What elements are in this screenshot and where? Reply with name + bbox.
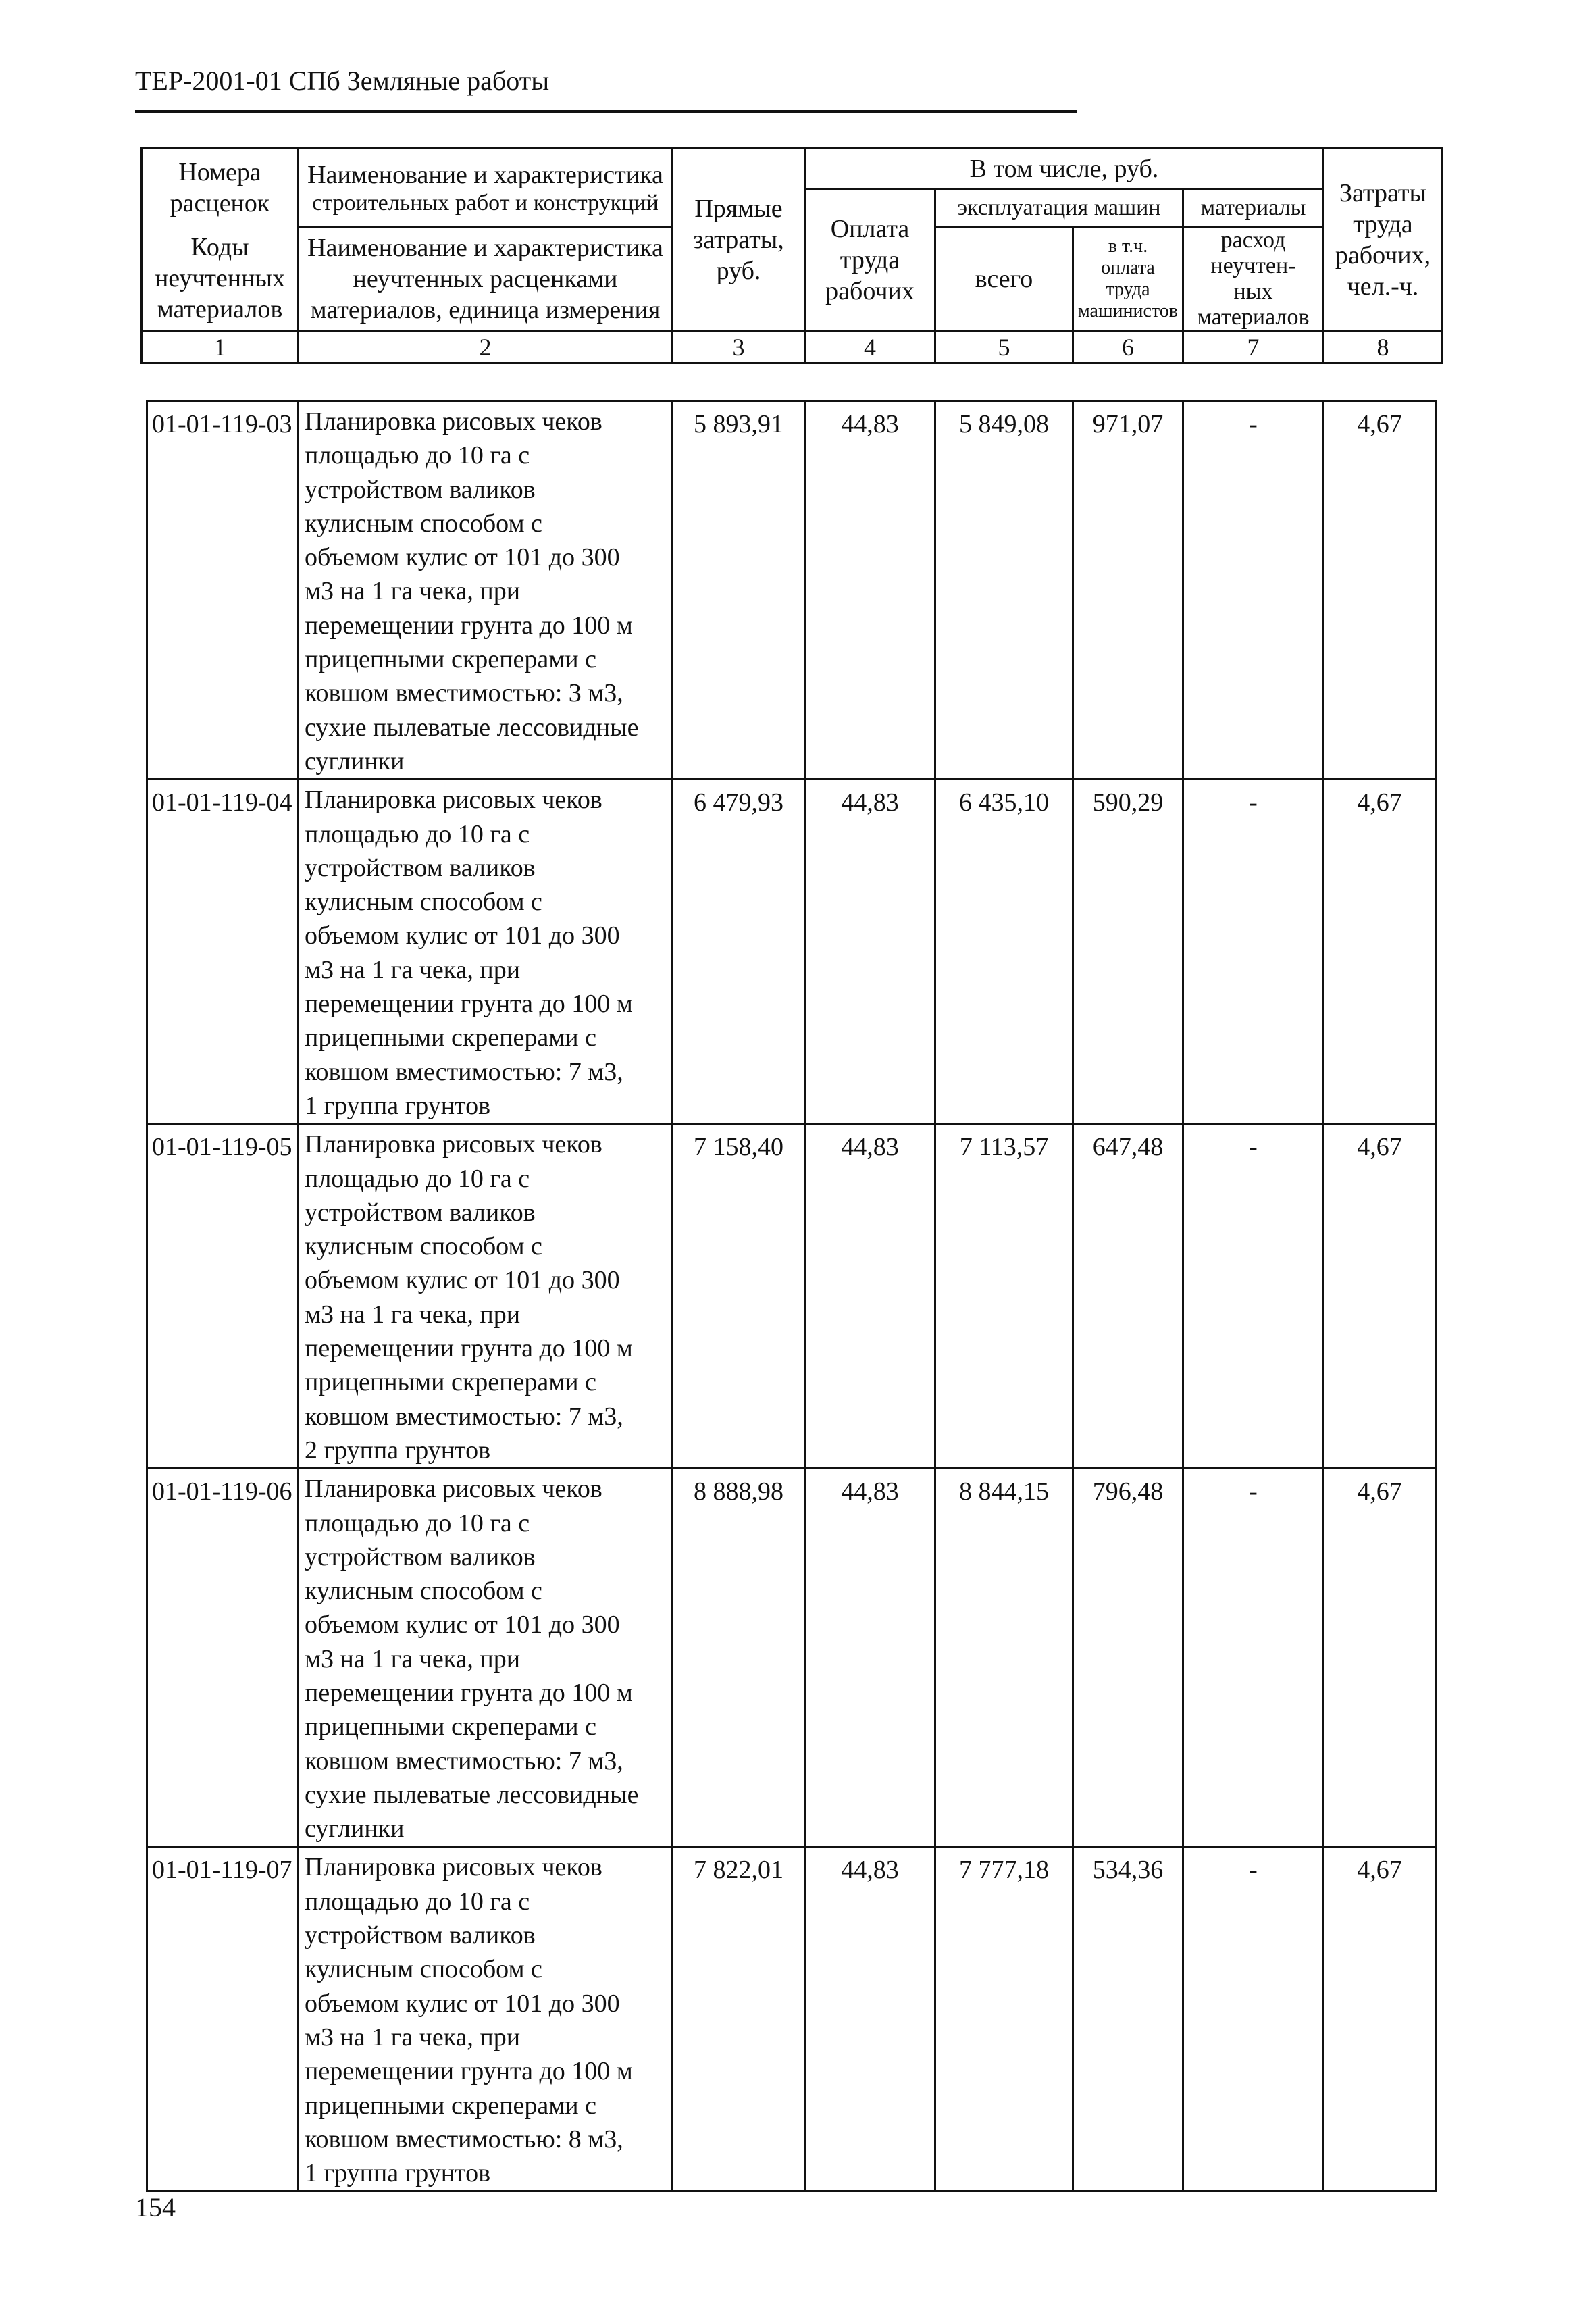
description-line: кулисным способом с <box>305 888 542 917</box>
table-row <box>147 780 1436 1124</box>
description-line: прицепными скреперами с <box>305 2091 596 2120</box>
materials-consumption: - <box>1183 1124 1324 1469</box>
rate-description <box>299 1469 673 1847</box>
description-line: устройством валиков <box>305 853 536 882</box>
rate-code: 01-01-119-05 <box>147 1124 299 1469</box>
description-line: кулисным способом с <box>305 1232 542 1261</box>
description-line: площадью до 10 га с <box>305 1508 530 1537</box>
description-line: площадью до 10 га с <box>305 819 530 848</box>
header-unaccounted-materials: Наименование и характеристика неучтенных расценками материалов, единица измерения <box>299 227 673 332</box>
header-materials: материалы <box>1183 189 1324 227</box>
column-number: 1 <box>142 332 299 363</box>
description-line: устройством валиков <box>305 475 536 504</box>
column-number: 2 <box>299 332 673 363</box>
labor-hours: 4,67 <box>1324 401 1436 780</box>
description-line: прицепными скреперами с <box>305 1712 596 1742</box>
header-machinists-pay: в т.ч. оплата труда машинистов <box>1073 227 1183 332</box>
machinists-pay: 971,07 <box>1073 401 1183 780</box>
materials-consumption: - <box>1183 401 1324 780</box>
table-row <box>147 1847 1436 2191</box>
description-line: 1 группа грунтов <box>305 1091 491 1120</box>
description-line: перемещении грунта до 100 м <box>305 990 633 1019</box>
machines-total: 8 844,15 <box>935 1469 1073 1847</box>
description-line: площадью до 10 га с <box>305 441 530 470</box>
description-line: прицепными скреперами с <box>305 645 596 674</box>
rate-description <box>299 1124 673 1469</box>
machinists-pay: 590,29 <box>1073 780 1183 1124</box>
machinists-pay: 647,48 <box>1073 1124 1183 1469</box>
description-line: устройством валиков <box>305 1198 536 1227</box>
header-material-codes: Коды неучтенных материалов <box>142 227 299 332</box>
machines-total: 6 435,10 <box>935 780 1073 1124</box>
materials-consumption: - <box>1183 1847 1324 2191</box>
materials-consumption: - <box>1183 780 1324 1124</box>
header-machines: эксплуатация машин <box>935 189 1183 227</box>
header-labor-pay: Оплата труда рабочих <box>805 189 935 332</box>
description-line: ковшом вместимостью: 7 м3, <box>305 1057 623 1086</box>
column-number: 5 <box>935 332 1073 363</box>
header-direct-costs: Прямые затраты, руб. <box>673 149 805 332</box>
description-line: м3 на 1 га чека, при <box>305 955 521 984</box>
labor-hours: 4,67 <box>1324 1124 1436 1469</box>
description-line: ковшом вместимостью: 8 м3, <box>305 2125 623 2154</box>
description-line: площадью до 10 га с <box>305 1164 530 1193</box>
description-line: объемом кулис от 101 до 300 <box>305 1266 620 1295</box>
direct-costs: 6 479,93 <box>673 780 805 1124</box>
description-line: перемещении грунта до 100 м <box>305 611 633 640</box>
table-row <box>147 1469 1436 1847</box>
description-line: прицепными скреперами с <box>305 1368 596 1397</box>
labor-pay: 44,83 <box>805 1124 935 1469</box>
rate-description <box>299 780 673 1124</box>
labor-hours: 4,67 <box>1324 780 1436 1124</box>
description-line: устройством валиков <box>305 1542 536 1571</box>
description-line: объемом кулис от 101 до 300 <box>305 921 620 950</box>
table-row <box>147 1124 1436 1469</box>
description-line: кулисным способом с <box>305 1577 542 1606</box>
description-line: Планировка рисовых чеков <box>305 1853 602 1882</box>
header-machines-total: всего <box>935 227 1073 332</box>
description-line: кулисным способом с <box>305 1955 542 1984</box>
description-line: перемещении грунта до 100 м <box>305 1334 633 1363</box>
machinists-pay: 796,48 <box>1073 1469 1183 1847</box>
page-title: ТЕР-2001-01 СПб Земляные работы <box>135 66 550 96</box>
description-line: перемещении грунта до 100 м <box>305 1678 633 1707</box>
description-line: сухие пылеватые лессовидные <box>305 1780 639 1809</box>
description-line: Планировка рисовых чеков <box>305 786 602 815</box>
machinists-pay: 534,36 <box>1073 1847 1183 2191</box>
description-line: Планировка рисовых чеков <box>305 1130 602 1159</box>
header-work-name: Наименование и характеристика строительных работ и конструкций <box>299 149 673 227</box>
rate-description <box>299 401 673 780</box>
direct-costs: 8 888,98 <box>673 1469 805 1847</box>
header-materials-consumption: расход неучтен- ных материалов <box>1183 227 1324 332</box>
description-line: м3 на 1 га чека, при <box>305 1644 521 1673</box>
direct-costs: 5 893,91 <box>673 401 805 780</box>
table-row <box>147 401 1436 780</box>
description-line: ковшом вместимостью: 7 м3, <box>305 1402 623 1431</box>
header-table <box>140 147 1443 364</box>
description-line: 2 группа грунтов <box>305 1435 491 1465</box>
header-rate-numbers: Номера расценок <box>142 149 299 227</box>
description-line: 1 группа грунтов <box>305 2159 491 2188</box>
description-line: м3 на 1 га чека, при <box>305 2023 521 2052</box>
rate-code: 01-01-119-07 <box>147 1847 299 2191</box>
description-line: суглинки <box>305 1814 405 1844</box>
description-line: объемом кулис от 101 до 300 <box>305 1989 620 2018</box>
labor-pay: 44,83 <box>805 780 935 1124</box>
column-number: 4 <box>805 332 935 363</box>
direct-costs: 7 822,01 <box>673 1847 805 2191</box>
header-including-group: В том числе, руб. <box>805 149 1324 189</box>
description-line: суглинки <box>305 746 405 776</box>
rate-code: 01-01-119-06 <box>147 1469 299 1847</box>
labor-pay: 44,83 <box>805 1847 935 2191</box>
rate-description <box>299 1847 673 2191</box>
header-labor-hours: Затраты труда рабочих, чел.-ч. <box>1324 149 1443 332</box>
description-line: объемом кулис от 101 до 300 <box>305 1610 620 1640</box>
title-divider <box>135 110 1077 113</box>
description-line: устройством валиков <box>305 1921 536 1950</box>
description-line: объемом кулис от 101 до 300 <box>305 543 620 572</box>
description-line: м3 на 1 га чека, при <box>305 1300 521 1329</box>
description-line: ковшом вместимостью: 7 м3, <box>305 1746 623 1775</box>
machines-total: 5 849,08 <box>935 401 1073 780</box>
description-line: Планировка рисовых чеков <box>305 1475 602 1504</box>
labor-pay: 44,83 <box>805 401 935 780</box>
page-number: 154 <box>135 2192 176 2222</box>
column-number: 7 <box>1183 332 1324 363</box>
labor-hours: 4,67 <box>1324 1469 1436 1847</box>
column-number: 6 <box>1073 332 1183 363</box>
description-line: м3 на 1 га чека, при <box>305 577 521 606</box>
labor-hours: 4,67 <box>1324 1847 1436 2191</box>
description-line: площадью до 10 га с <box>305 1887 530 1916</box>
description-line: кулисным способом с <box>305 509 542 538</box>
description-line: сухие пылеватые лессовидные <box>305 713 639 742</box>
rates-table <box>146 400 1437 2192</box>
column-number: 3 <box>673 332 805 363</box>
description-line: прицепными скреперами с <box>305 1023 596 1052</box>
machines-total: 7 777,18 <box>935 1847 1073 2191</box>
description-line: перемещении грунта до 100 м <box>305 2057 633 2086</box>
materials-consumption: - <box>1183 1469 1324 1847</box>
labor-pay: 44,83 <box>805 1469 935 1847</box>
column-number: 8 <box>1324 332 1443 363</box>
rate-code: 01-01-119-04 <box>147 780 299 1124</box>
rate-code: 01-01-119-03 <box>147 401 299 780</box>
description-line: ковшом вместимостью: 3 м3, <box>305 679 623 708</box>
direct-costs: 7 158,40 <box>673 1124 805 1469</box>
description-line: Планировка рисовых чеков <box>305 407 602 436</box>
machines-total: 7 113,57 <box>935 1124 1073 1469</box>
